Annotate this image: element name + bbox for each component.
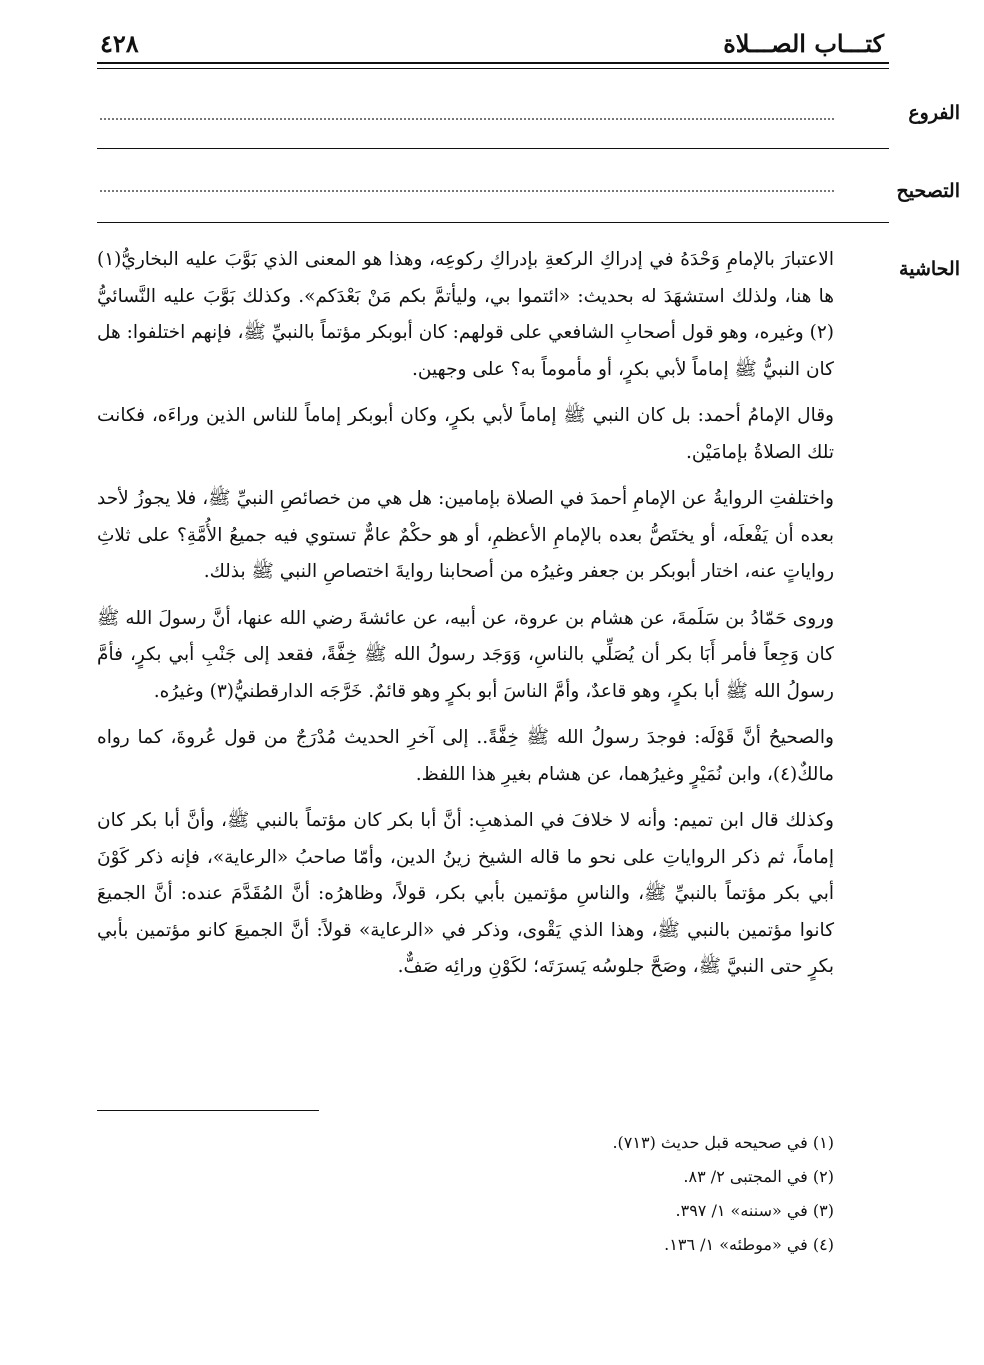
paragraph: وروى حَمّادُ بن سَلَمةَ، عن هشام بن عروة، عن أبيه، عن عائشةَ رضي الله عنها، أنَّ رسولَ الله ﷺ كان وَجِعاً فأمر أَبَا بكر أن يُصَلِّي بالناسِ، وَوَجَد رسولُ الله ﷺ خِفَّةً، فقعد إلى جَنْبِ أبي بكرٍ، فأمَّ رسولُ الله ﷺ أبا بكرٍ، وهو قاعدٌ، وأمَّ الناسَ أبو بكرٍ وهو قائمٌ. خَرَّجَه الدارقطنيُّ(٣) وغيرُه. [97,607,834,702]
footnote: (١) في صحيحه قبل حديث (٧١٣). [612,1133,834,1152]
footnote: (٢) في المجتبى ٢/ ٨٣. [683,1167,834,1186]
paragraph: واختلفتِ الروايةُ عن الإمامِ أحمدَ في الصلاة بإمامين: هل هي من خصائصِ النبيِّ ﷺ، فلا يجوزُ لأحد بعده أن يَفْعلَه، أو يختَصُّ بعده بالإمامِ الأعظمِ، أو هو حكْمٌ عامٌّ تستوي فيه جميعُ الأُمَّةِ؟ على ثلاثِ رواياتٍ عنه، اختار أبوبكر بن جعفر وغيرُه من أصحابنا روايةَ اختصاصِ النبي ﷺ بذلك. [97,488,834,582]
footnotes [97,1126,834,1262]
paragraph: والصحيحُ أنَّ قَوْلَه: فوجدَ رسولُ الله ﷺ خِفَّةً.. إلى آخرِ الحديث مُدْرَجٌ من قول عُروةَ، كما رواه مالكٌ(٤)، وابن نُمَيْرٍ وغيرُهما، عن هشام بغيرِ هذا اللفظ. [97,727,834,785]
header-rule-thick [97,62,889,64]
hashiya-label: الحاشية [899,258,960,280]
page-header [100,26,884,60]
book-title: كتـــاب الصـــلاة [723,28,884,58]
tashih-divider [97,222,889,223]
paragraph: وكذلك قال ابن تميم: وأنه لا خلافَ في المذهبِ: أنَّ أبا بكر كان مؤتماً بالنبي ﷺ، وأنَّ أبا بكر كان إماماً، ثم ذكر الرواياتِ على نحو ما قاله الشيخ زينُ الدين، وأمّا صاحبُ «الرعاية»، فإنه ذكر كَوْنَ أبي بكر مؤتماً بالنبيِّ ﷺ، والناسِ مؤتمين بأبي بكر، قولاً، وظاهرُه: أنَّ المُقَدَّمَ عنده: أنَّ الجميعَ كانوا مؤتمين بالنبي ﷺ، وهذا الذي يَقْوى، وذكر في «الرعاية» قولاً: أنَّ الجميعَ كانو مؤتمين بأبي بكرٍ حتى النبيَّ ﷺ، وصَحَّ جلوسُه يَسرَتَه؛ لكَوْنِ ورائِه صَفٌّ. [97,810,834,977]
footnote: (٤) في «موطئه» ١/ ١٣٦. [664,1235,834,1254]
footnote-separator [97,1110,319,1111]
header-rule-thin [97,68,889,69]
hashiya-text [97,242,834,996]
furu-label: الفروع [908,102,960,124]
footnote: (٣) في «سننه» ١/ ٣٩٧. [675,1201,834,1220]
furu-divider [97,148,889,149]
page-number: ٤٢٨ [100,28,139,58]
paragraph: وقال الإمامُ أحمد: بل كان النبي ﷺ إماماً لأبي بكرٍ، وكان أبوبكر إماماً للناس الذين وراءَه، فكانت تلك الصلاةُ بإمامَيْن. [97,405,834,463]
tashih-label: التصحيح [896,180,960,202]
tashih-dotted-line [100,190,834,192]
paragraph: الاعتبارَ بالإمامِ وَحْدَهُ في إدراكِ الركعةِ بإدراكِ ركوعِه، وهذا هو المعنى الذي بَوَّبَ عليه البخاريُّ(١) ها هنا، ولذلك استشهَدَ له بحديث: «ائتموا بي، وليأتمَّ بكم مَنْ بَعْدَكم». وكذلك بَوَّبَ عليه النَّسائيُّ (٢) وغيره، وهو قول أصحابِ الشافعي على قولهم: كان أبوبكر مؤتماً بالنبيِّ ﷺ، فإنهم اختلفوا: هل كان النبيُّ ﷺ إماماً لأبي بكرٍ، أو مأموماً به؟ على وجهين. [97,249,834,380]
furu-dotted-line [100,118,834,120]
